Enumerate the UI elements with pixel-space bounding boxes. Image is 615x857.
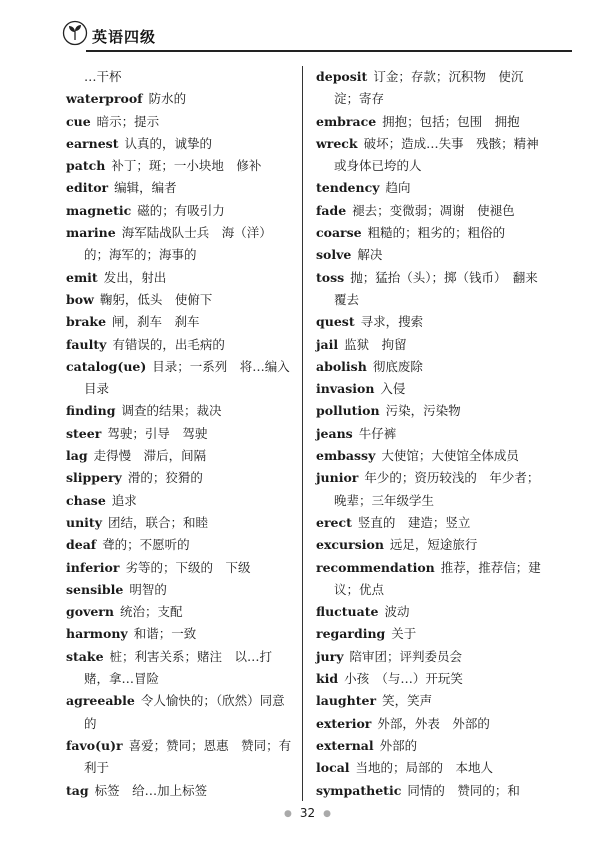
vocab-definition: 同情的 赞同的；和 xyxy=(407,782,520,798)
vocab-word: chase xyxy=(66,492,106,508)
vocab-entry xyxy=(316,311,546,333)
vocab-word: earnest xyxy=(66,135,119,151)
vocab-word: sensible xyxy=(66,581,124,597)
vocab-word: steer xyxy=(66,425,102,441)
vocab-entry xyxy=(316,646,546,668)
vocab-definition: 编辑，编者 xyxy=(114,180,177,196)
vocab-entry xyxy=(316,200,546,222)
vocab-entry xyxy=(66,88,296,110)
vocab-entry xyxy=(316,780,546,802)
vocab-definition: 年少的；资历较浅的 年少者；晚辈；三年级学生 xyxy=(334,470,540,508)
vocab-entry xyxy=(316,66,546,111)
vocab-word: agreeable xyxy=(66,693,135,709)
vocab-definition: 有错误的，出毛病的 xyxy=(112,336,225,352)
vocab-definition: 标签 给…加上标签 xyxy=(94,782,208,798)
vocab-word: solve xyxy=(316,247,352,263)
vocab-definition: 喜爱；赞同；恩惠 赞同；有利于 xyxy=(84,737,292,776)
vocab-entry xyxy=(66,646,296,691)
vocab-definition: 滑的；狡猾的 xyxy=(127,470,203,486)
vocab-word: toss xyxy=(316,269,345,285)
left-column xyxy=(66,66,296,802)
vocab-entry xyxy=(316,534,546,556)
vocab-word: unity xyxy=(66,514,102,530)
vocab-entry xyxy=(66,445,296,467)
vocab-entry xyxy=(66,289,296,311)
vocab-word: coarse xyxy=(316,225,362,241)
vocab-definition: 团结，联合；和睦 xyxy=(107,514,208,530)
vocab-entry xyxy=(66,579,296,601)
vocab-word: wreck xyxy=(316,135,358,151)
vocab-entry xyxy=(66,133,296,155)
vocab-entry xyxy=(316,267,546,312)
vocab-word: quest xyxy=(316,314,355,330)
vocab-word: kid xyxy=(316,671,339,687)
vocab-entry xyxy=(316,244,546,266)
vocab-word: laughter xyxy=(316,693,377,709)
vocab-word: govern xyxy=(66,604,114,620)
vocab-definition: 聋的；不愿听的 xyxy=(102,537,190,553)
vocab-definition: 补丁；斑；一小块地 修补 xyxy=(111,158,262,174)
page-number: 32 xyxy=(299,806,316,820)
vocab-word: inferior xyxy=(66,559,120,575)
page-header xyxy=(62,16,572,56)
vocab-word: waterproof xyxy=(66,91,143,107)
vocab-entry xyxy=(316,557,546,602)
dot-icon: ● xyxy=(323,808,331,819)
vocab-entry xyxy=(66,111,296,133)
vocab-definition: 抛；猛抬（头）；掷（钱币） 翻来覆去 xyxy=(334,269,538,307)
vocab-entry xyxy=(66,177,296,199)
vocab-definition: …干杯 xyxy=(84,69,122,84)
vocab-word: junior xyxy=(316,470,359,486)
vocab-entry xyxy=(66,557,296,579)
vocab-definition: 褪去；变微弱；凋谢 使褪色 xyxy=(352,202,515,218)
vocab-definition: 外部的 xyxy=(379,737,418,753)
vocab-entry xyxy=(316,735,546,757)
vocab-word: jeans xyxy=(316,425,353,441)
vocab-word: marine xyxy=(66,225,116,241)
vocab-word: bow xyxy=(66,291,94,307)
vocab-entry xyxy=(66,601,296,623)
vocab-definition: 闸，刹车 刹车 xyxy=(112,314,200,330)
vocab-word: cue xyxy=(66,113,91,129)
vocab-definition: 磁的；有吸引力 xyxy=(137,202,225,218)
vocab-definition: 外部，外表 外部的 xyxy=(377,715,490,731)
vocab-word: tendency xyxy=(316,180,380,196)
vocab-entry xyxy=(66,534,296,556)
vocab-word: exterior xyxy=(316,715,372,731)
vocab-definition: 破坏；造成…失事 残骸；精神或身体已垮的人 xyxy=(334,135,539,174)
vocab-word: fade xyxy=(316,202,347,218)
vocab-word: recommendation xyxy=(316,559,435,575)
header-rule xyxy=(86,50,572,52)
vocab-entry xyxy=(66,356,296,401)
vocab-definition: 入侵 xyxy=(380,381,406,397)
vocab-word: external xyxy=(316,737,374,753)
vocab-word: deaf xyxy=(66,537,97,553)
vocab-definition: 目录；一系列 将…编入目录 xyxy=(84,358,290,397)
vocab-word: regarding xyxy=(316,626,386,642)
vocab-word: jail xyxy=(316,336,339,352)
vocab-word: abolish xyxy=(316,358,367,374)
vocab-entry xyxy=(66,222,296,267)
vocab-definition: 鞠躬，低头 使俯下 xyxy=(99,291,213,307)
vocab-entry xyxy=(316,445,546,467)
vocab-entry xyxy=(66,735,296,780)
vocab-definition: 竖直的 建造；竖立 xyxy=(357,514,471,530)
section-title: 英语四级 xyxy=(92,28,157,46)
right-column xyxy=(316,66,546,802)
vocab-entry xyxy=(316,713,546,735)
vocab-word: deposit xyxy=(316,69,368,84)
vocab-word: tag xyxy=(66,782,89,798)
vocab-definition: 暗示；提示 xyxy=(96,113,160,129)
vocab-word: pollution xyxy=(316,403,380,419)
vocab-word: slippery xyxy=(66,470,122,486)
vocab-word: embassy xyxy=(316,448,376,464)
vocab-definition: 当地的；局部的 本地人 xyxy=(355,760,494,776)
vocab-entry xyxy=(316,690,546,712)
vocab-word: excursion xyxy=(316,537,384,553)
vocab-entry xyxy=(66,490,296,512)
vocab-definition: 统治；支配 xyxy=(119,604,183,620)
vocab-entry xyxy=(316,334,546,356)
vocab-word: emit xyxy=(66,269,98,285)
vocab-word: local xyxy=(316,760,350,776)
vocab-word: magnetic xyxy=(66,202,132,218)
vocab-word: erect xyxy=(316,514,352,530)
vocab-entry xyxy=(316,111,546,133)
vocab-entry xyxy=(66,423,296,445)
vocab-definition: 污染，污染物 xyxy=(385,403,461,419)
dot-icon: ● xyxy=(284,808,292,819)
vocab-entry xyxy=(316,400,546,422)
leaf-logo-icon xyxy=(62,20,88,46)
vocab-entry xyxy=(316,133,546,178)
vocab-definition: 调查的结果；裁决 xyxy=(121,403,222,419)
vocab-entry xyxy=(66,66,296,88)
vocab-entry xyxy=(316,512,546,534)
vocab-word: invasion xyxy=(316,381,375,397)
vocab-entry xyxy=(66,155,296,177)
vocab-definition: 大使馆；大使馆全体成员 xyxy=(381,448,519,464)
vocab-definition: 订金；存款；沉积物 使沉淀；寄存 xyxy=(334,69,524,107)
vocab-entry xyxy=(66,467,296,489)
vocab-definition: 走得慢 滞后，间隔 xyxy=(93,448,207,464)
vocab-definition: 远足，短途旅行 xyxy=(389,537,478,553)
vocab-word: patch xyxy=(66,158,106,174)
vocab-definition: 海军陆战队士兵 海（洋）的；海军的；海事的 xyxy=(84,225,272,263)
vocab-entry xyxy=(316,423,546,445)
vocab-definition: 关于 xyxy=(391,626,417,642)
vocab-definition: 和谐；一致 xyxy=(133,626,197,642)
vocab-definition: 监狱 拘留 xyxy=(344,336,407,352)
vocab-entry xyxy=(66,200,296,222)
vocab-entry xyxy=(316,378,546,400)
vocab-definition: 拥抱；包括；包围 拥抱 xyxy=(382,113,520,129)
vocab-entry xyxy=(316,467,546,512)
vocab-word: finding xyxy=(66,403,116,419)
vocab-entry xyxy=(66,311,296,333)
vocab-definition: 波动 xyxy=(384,604,410,620)
vocab-word: sympathetic xyxy=(316,782,402,798)
vocab-entry xyxy=(316,177,546,199)
vocab-word: catalog(ue) xyxy=(66,358,147,374)
vocab-entry xyxy=(316,623,546,645)
vocab-word: faulty xyxy=(66,336,107,352)
vocab-definition: 驾驶；引导 驾驶 xyxy=(107,425,208,441)
vocab-definition: 劣等的；下级的 下级 xyxy=(125,559,251,575)
vocab-definition: 解决 xyxy=(357,247,383,263)
vocab-entry xyxy=(316,668,546,690)
vocab-definition: 寻求，搜索 xyxy=(360,314,424,330)
vocab-entry xyxy=(66,400,296,422)
vocab-definition: 明智的 xyxy=(129,581,167,597)
vocab-definition: 桩；利害关系；赌注 以…打赌，拿…冒险 xyxy=(84,648,273,687)
vocab-definition: 陪审团；评判委员会 xyxy=(349,648,462,664)
vocab-word: editor xyxy=(66,180,109,196)
vocab-entry xyxy=(66,690,296,735)
vocab-definition: 发出，射出 xyxy=(103,269,167,285)
vocab-definition: 令人愉快的；（欣然）同意的 xyxy=(84,693,285,731)
vocab-word: jury xyxy=(316,648,344,664)
vocab-word: stake xyxy=(66,648,104,664)
vocab-definition: 认真的，诚挚的 xyxy=(124,135,213,151)
vocab-definition: 彻底废除 xyxy=(372,358,423,374)
vocab-entry xyxy=(316,757,546,779)
vocab-definition: 趋向 xyxy=(385,180,411,196)
vocab-word: embrace xyxy=(316,113,377,129)
vocab-entry xyxy=(66,267,296,289)
vocab-entry xyxy=(316,601,546,623)
vocab-word: fluctuate xyxy=(316,604,379,620)
vocab-definition: 牛仔裤 xyxy=(358,425,397,441)
vocab-word: favo(u)r xyxy=(66,737,123,753)
vocab-entry xyxy=(316,356,546,378)
vocab-definition: 笑，笑声 xyxy=(382,693,433,709)
vocab-entry xyxy=(316,222,546,244)
column-divider xyxy=(302,66,303,801)
vocab-word: lag xyxy=(66,448,88,464)
page-footer xyxy=(0,806,615,820)
vocab-entry xyxy=(66,512,296,534)
vocab-definition: 粗糙的；粗劣的；粗俗的 xyxy=(367,225,506,241)
vocab-word: brake xyxy=(66,314,107,330)
vocab-entry xyxy=(66,334,296,356)
vocab-definition: 推荐，推荐信；建议；优点 xyxy=(334,559,541,597)
vocab-definition: 追求 xyxy=(111,492,137,508)
vocab-entry xyxy=(66,780,296,802)
vocab-entry xyxy=(66,623,296,645)
vocab-word: harmony xyxy=(66,626,128,642)
vocab-definition: 小孩 （与…）开玩笑 xyxy=(344,671,463,687)
vocab-definition: 防水的 xyxy=(148,91,187,107)
